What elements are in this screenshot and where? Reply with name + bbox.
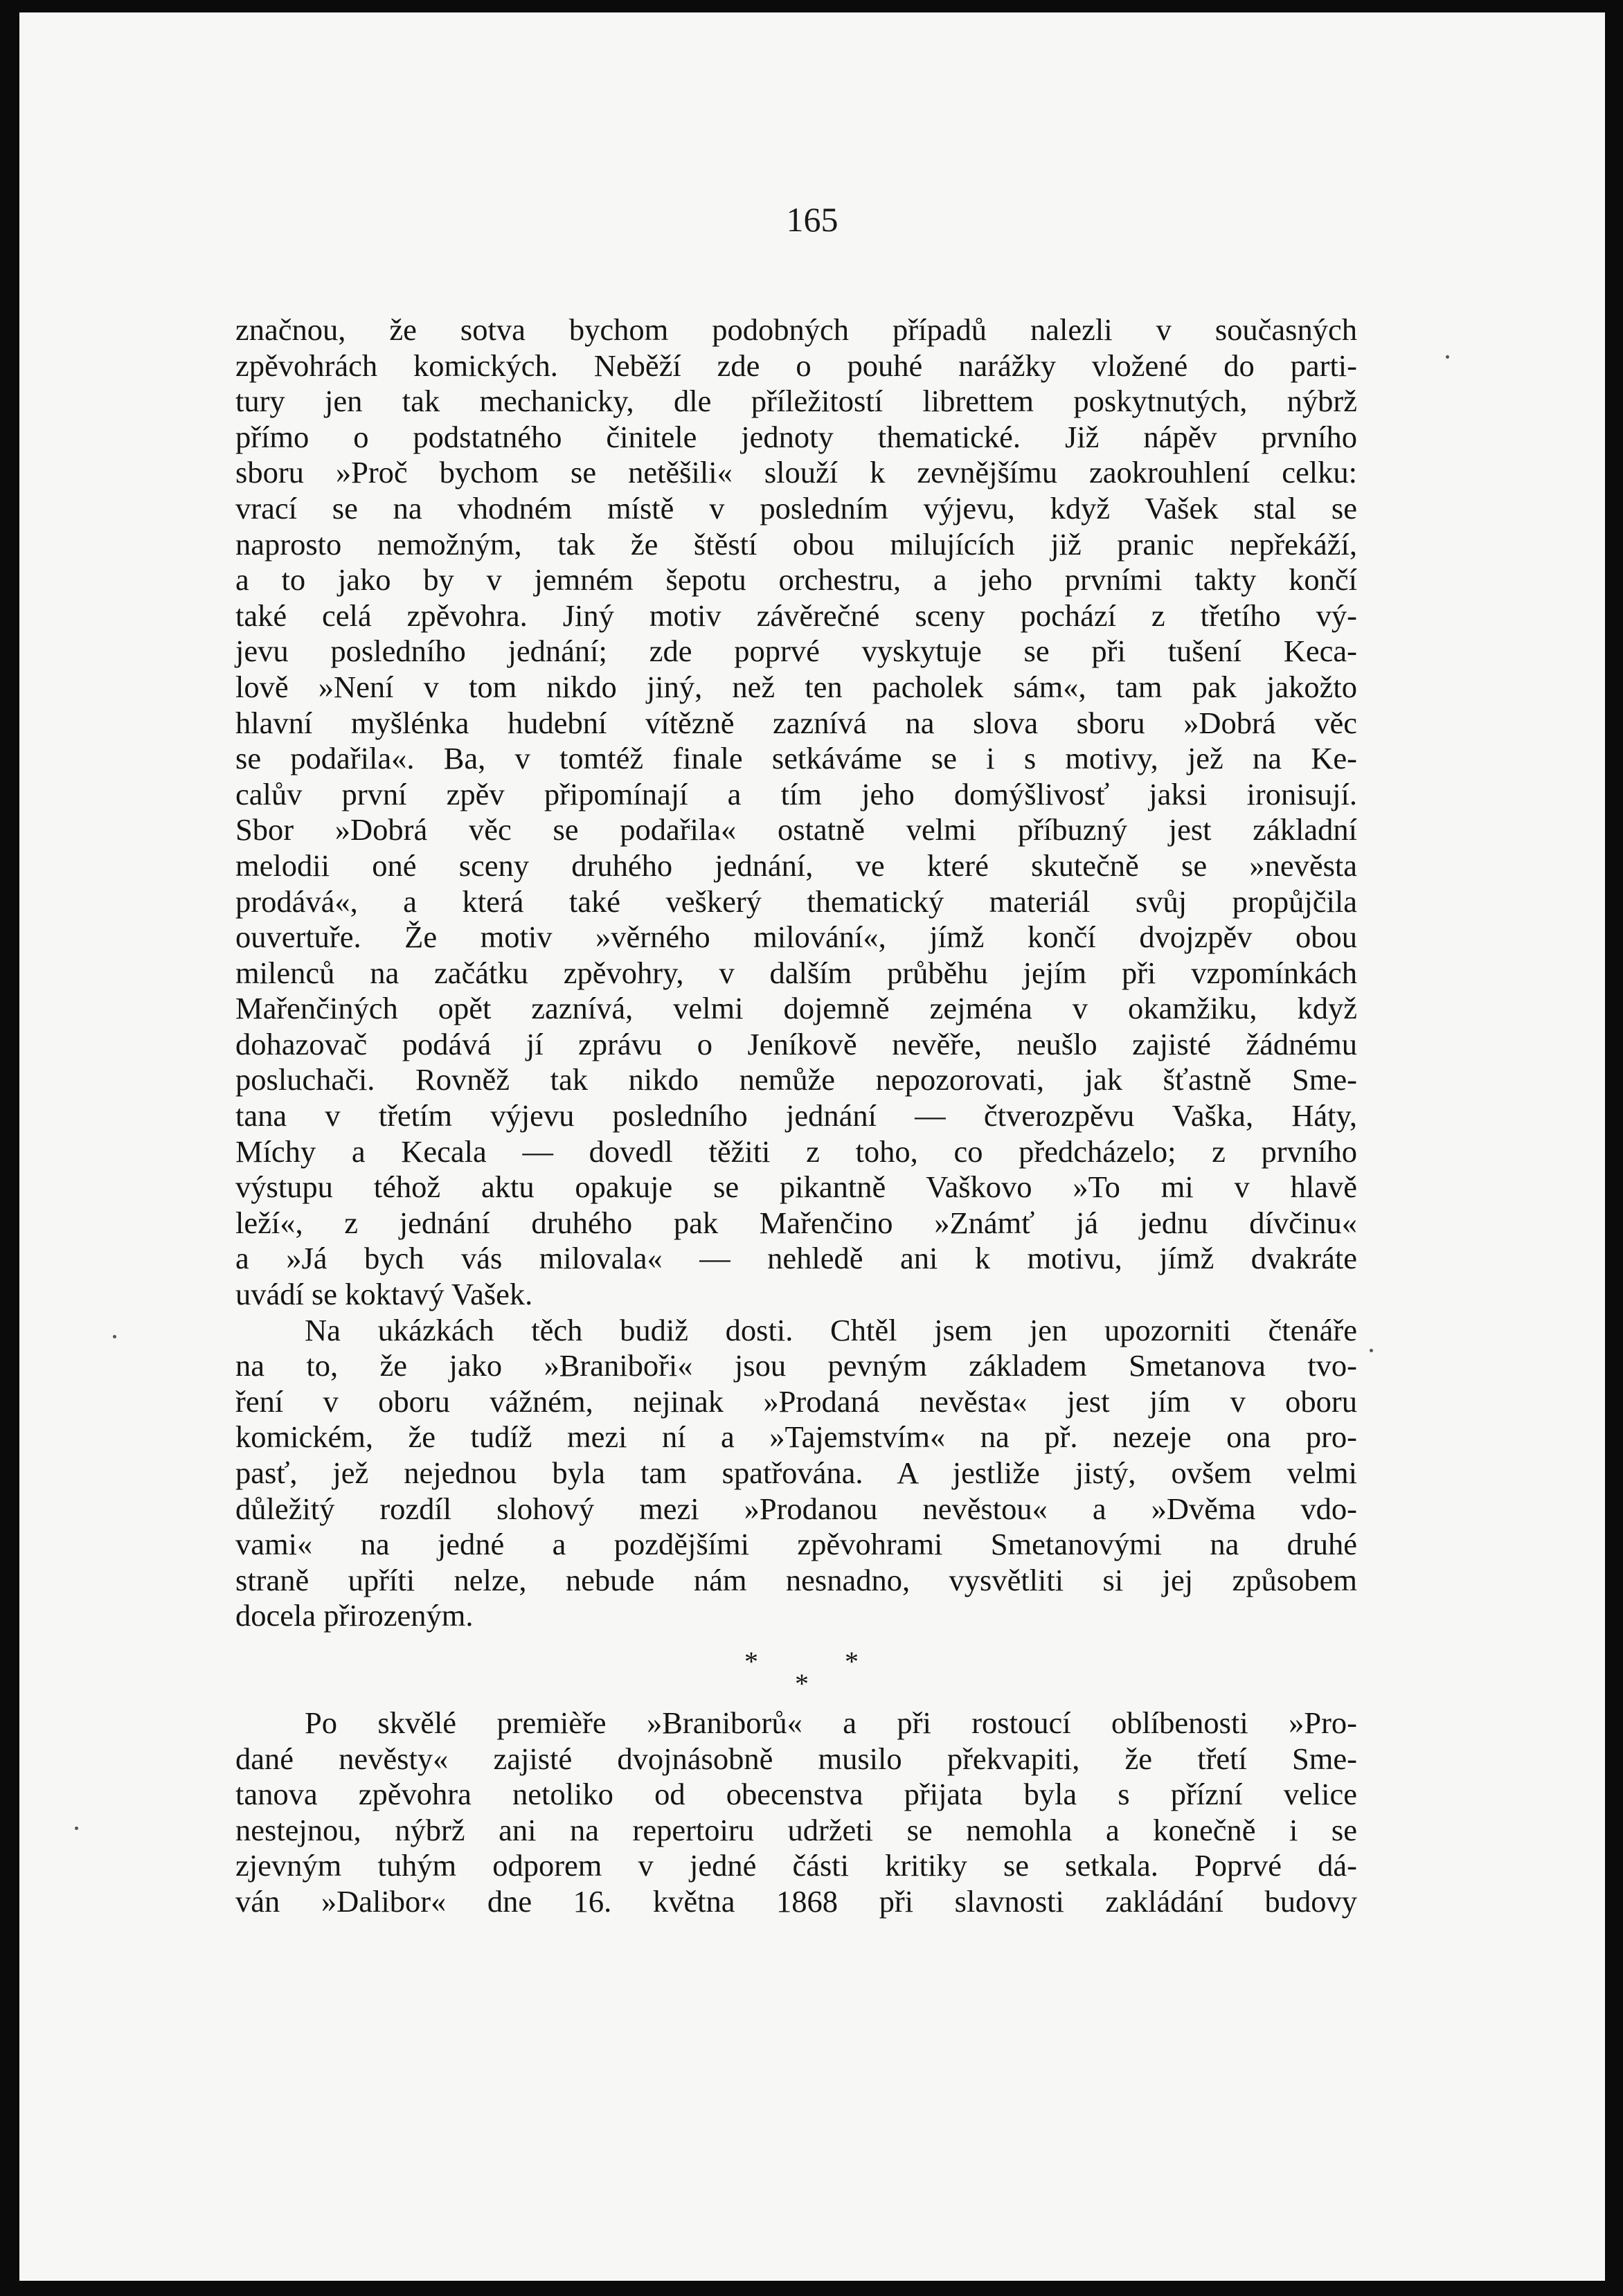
text-line: tury jen tak mechanicky, dle příležitostí librettem poskytnutých, nýbrž: [235, 384, 1357, 419]
text-line: dané nevěsty« zajisté dvojnásobně musilo překvapiti, že třetí Sme-: [235, 1741, 1357, 1776]
text-line: zpěvohrách komických. Neběží zde o pouhé narážky vložené do parti-: [235, 348, 1357, 383]
text-line: ván »Dalibor« dne 16. května 1868 při slavnosti zakládání budovy: [235, 1883, 1357, 1919]
text-line: zjevným tuhým odporem v jedné části kritiky se setkala. Poprvé dá-: [235, 1848, 1357, 1883]
paragraph-2: [235, 1313, 1357, 1634]
text-line: hlavní myšlénka hudební vítězně zaznívá na slova sboru »Dobrá věc: [235, 705, 1357, 740]
text-line: a »Já bych vás milovala« — nehledě ani k motivu, jímž dvakráte: [235, 1241, 1357, 1276]
text-line: prodává«, a která také veškerý thematický materiál svůj propůjčila: [235, 884, 1357, 919]
text-line: ření v oboru vážném, nejinak »Prodaná nevěsta« jest jím v oboru: [235, 1383, 1357, 1419]
star-bottom: *: [795, 1667, 809, 1699]
text-line: naprosto nemožným, tak že štěstí obou milujících již pranic nepřekáží,: [235, 526, 1357, 562]
star-right: *: [845, 1645, 859, 1677]
text-line: Sbor »Dobrá věc se podařila« ostatně velmi příbuzný jest základní: [235, 812, 1357, 847]
text-line: milenců na začátku zpěvohry, v dalším průběhu jejím při vzpomínkách: [235, 955, 1357, 990]
text-line: docela přirozeným.: [235, 1598, 474, 1633]
text-line: leží«, z jednání druhého pak Mařenčino »Známť já jednu dívčinu«: [235, 1205, 1357, 1240]
text-line: se podařila«. Ba, v tomtéž finale setkáváme se i s motivy, jež na Ke-: [235, 741, 1357, 776]
text-line: a to jako by v jemném šepotu orchestru, a jeho prvními takty končí: [235, 562, 1357, 598]
text-line: značnou, že sotva bychom podobných případů nalezli v současných: [235, 312, 1357, 347]
text-line: sboru »Proč bychom se netěšili« slouží k zevnějšímu zaokrouhlení celku:: [235, 455, 1357, 490]
star-left: *: [744, 1645, 758, 1677]
book-page: [19, 12, 1605, 2281]
text-line: pasť, jež nejednou byla tam spatřována. A jestliže jistý, ovšem velmi: [235, 1455, 1357, 1490]
text-line: Na ukázkách těch budiž dosti. Chtěl jsem jen upozorniti čtenáře: [305, 1312, 1357, 1347]
text-line: jevu posledního jednání; zde poprvé vyskytuje se při tušení Keca-: [235, 634, 1357, 669]
text-line: ouvertuře. Že motiv »věrného milování«, jímž končí dvojzpěv obou: [235, 920, 1357, 955]
text-line: Míchy a Kecala — dovedl těžiti z toho, co předcházelo; z prvního: [235, 1133, 1357, 1169]
text-line: přímo o podstatného činitele jednoty thematické. Již nápěv prvního: [235, 419, 1357, 454]
text-line: posluchači. Rovněž tak nikdo nemůže nepozorovati, jak šťastně Sme-: [235, 1062, 1357, 1097]
text-line: komickém, že tudíž mezi ní a »Tajemstvím« na př. nezeje ona pro-: [235, 1419, 1357, 1455]
text-line: také celá zpěvohra. Jiný motiv závěrečné sceny pochází z třetího vý-: [235, 598, 1357, 633]
text-line: Po skvělé premièře »Braniborů« a při rostoucí oblíbenosti »Pro-: [305, 1705, 1357, 1740]
text-line: uvádí se koktavý Vašek.: [235, 1277, 533, 1312]
text-line: tana v třetím výjevu posledního jednání — čtverozpěvu Vaška, Háty,: [235, 1098, 1357, 1133]
text-line: lově »Není v tom nikdo jiný, než ten pacholek sám«, tam pak jakožto: [235, 669, 1357, 704]
text-line: vami« na jedné a pozdějšími zpěvohrami Smetanovými na druhé: [235, 1527, 1357, 1562]
text-line: důležitý rozdíl slohový mezi »Prodanou nevěstou« a »Dvěma vdo-: [235, 1491, 1357, 1526]
text-line: calův první zpěv připomínají a tím jeho domýšlivosť jaksi ironisují.: [235, 776, 1357, 811]
text-line: dohazovač podává jí zprávu o Jeníkově nevěře, neušlo zajisté žádnému: [235, 1026, 1357, 1061]
text-line: tanova zpěvohra netoliko od obecenstva přijata byla s přízní velice: [235, 1777, 1357, 1812]
text-line: Mařenčiných opět zaznívá, velmi dojemně zejména v okamžiku, když: [235, 991, 1357, 1026]
section-separator: [235, 1634, 1357, 1705]
text-line: straně upříti nelze, nebude nám nesnadno, vysvětliti si jej způsobem: [235, 1562, 1357, 1597]
text-line: výstupu téhož aktu opakuje se pikantně Vaškovo »To mi v hlavě: [235, 1169, 1357, 1205]
text-line: nestejnou, nýbrž ani na repertoiru udržeti se nemohla a konečně i se: [235, 1812, 1357, 1847]
page-number: 165: [786, 200, 839, 239]
text-line: vrací se na vhodném místě v posledním výjevu, když Vašek stal se: [235, 490, 1357, 526]
text-line: melodii oné sceny druhého jednání, ve které skutečně se »nevěsta: [235, 847, 1357, 883]
paragraph-3: [235, 1705, 1357, 1920]
text-line: na to, že jako »Braniboři« jsou pevným základem Smetanova tvo-: [235, 1348, 1357, 1383]
body-text: [235, 312, 1357, 1920]
paragraph-1: [235, 312, 1357, 1313]
